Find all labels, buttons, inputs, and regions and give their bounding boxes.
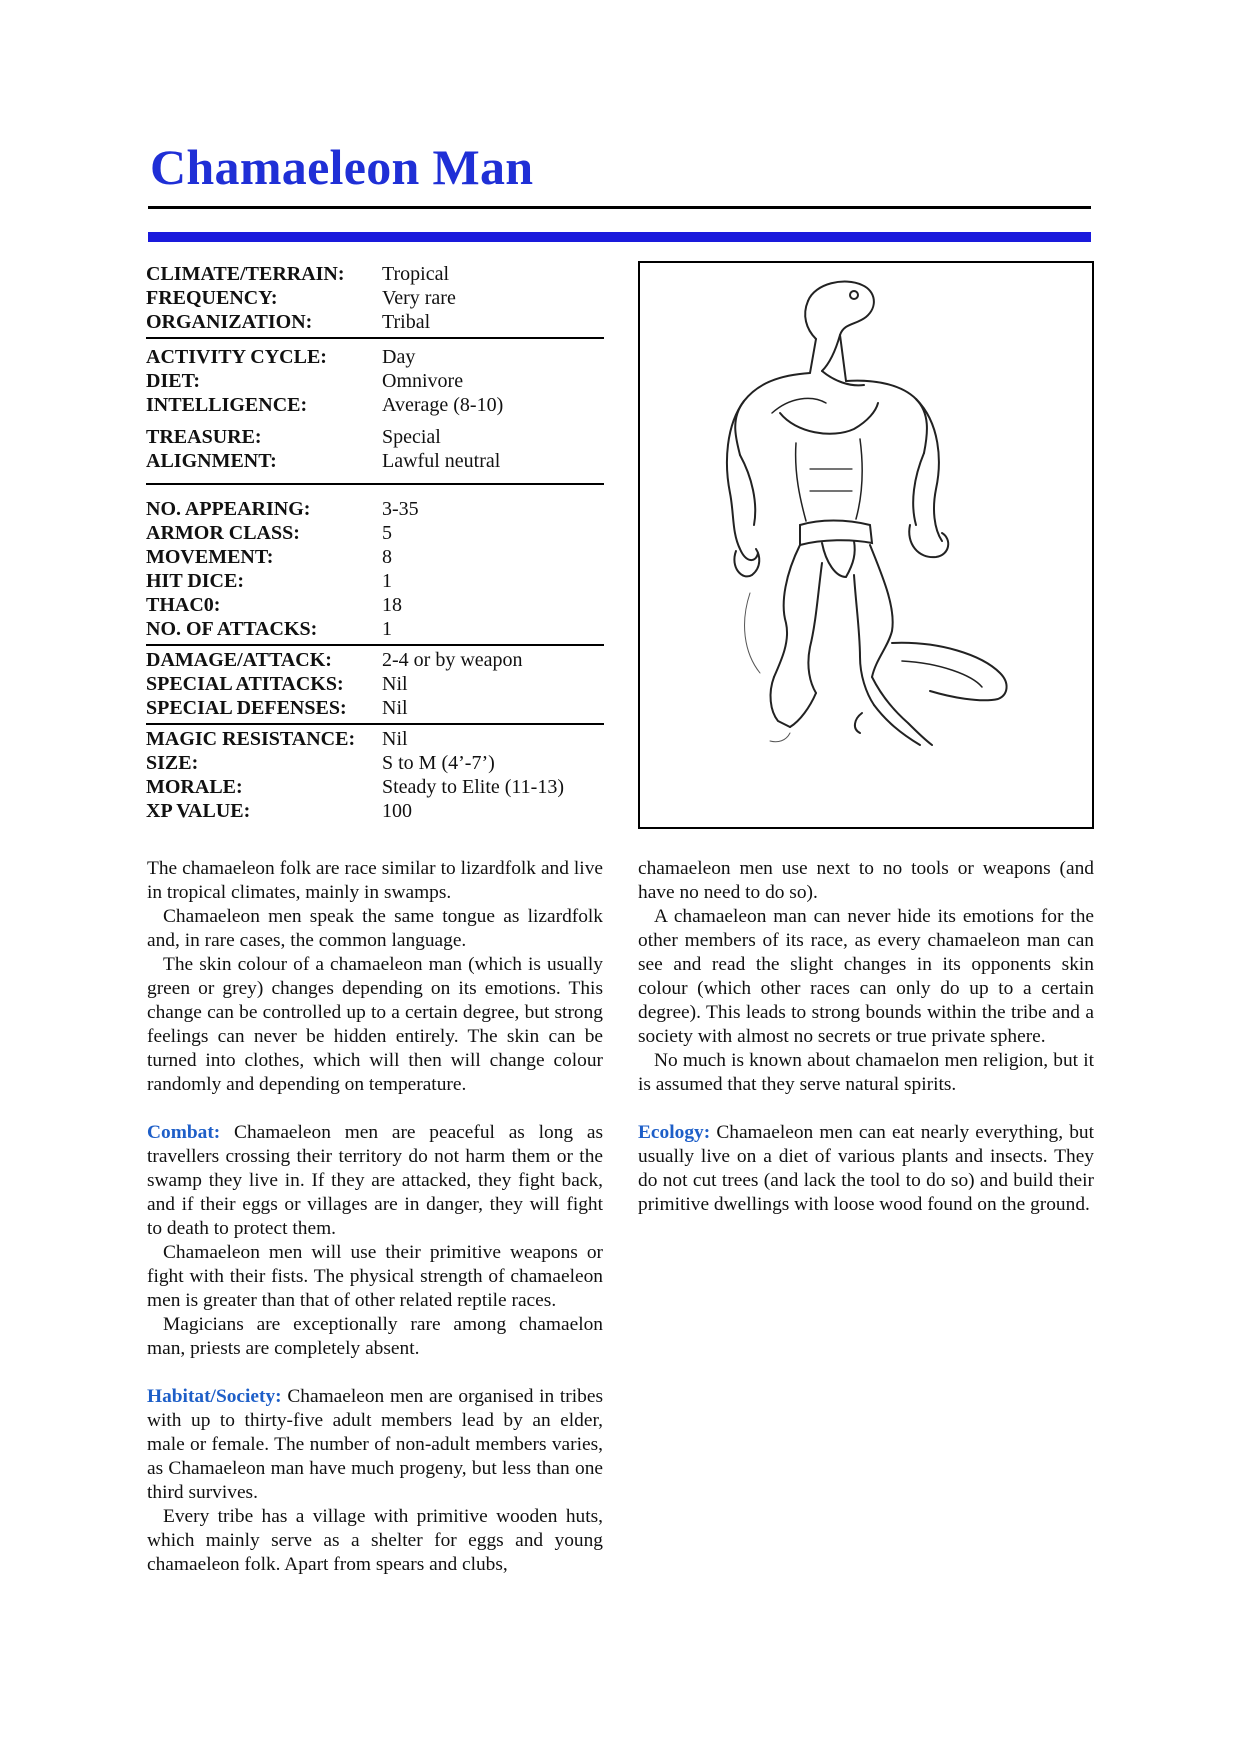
stat-label: MOVEMENT:: [146, 546, 274, 568]
stat-label: SPECIAL ATITACKS:: [146, 673, 344, 695]
stat-label: FREQUENCY:: [146, 287, 278, 309]
habitat-text: Chamaeleon men are organised in tribes with up to thirty-five adult members lead by an elder, male or female. The number of non-adult members varies, as Chamaeleon man have much progeny, but less than one third survives.: [147, 1386, 603, 1503]
stat-row: [146, 727, 604, 751]
stat-row: [146, 617, 604, 641]
creature-illustration: [638, 261, 1094, 829]
intro-paragraph: Chamaeleon men speak the same tongue as lizardfolk and, in rare cases, the common language.: [147, 906, 603, 951]
ecology-text: Chamaeleon men can eat nearly everything, but usually live on a diet of various plants and insects. They do not cut trees (and lack the tool to do so) and build their primitive dwellings with loose wood found on the ground.: [638, 1122, 1094, 1215]
habitat-continued-paragraph: chamaeleon men use next to no tools or weapons (and have no need to do so).: [638, 858, 1094, 903]
stat-label: SPECIAL DEFENSES:: [146, 697, 347, 719]
left-column: [147, 857, 603, 1577]
combat-paragraph: [147, 1121, 603, 1241]
stat-row: [146, 751, 604, 775]
stat-row: [146, 345, 604, 369]
page-title: Chamaeleon Man: [150, 139, 534, 195]
stat-label: XP VALUE:: [146, 800, 251, 822]
stat-label: ORGANIZATION:: [146, 311, 313, 333]
stat-group-5: [146, 725, 604, 826]
stat-group-3: [146, 485, 604, 646]
stat-row: [146, 393, 604, 417]
stat-group-4: [146, 646, 604, 725]
stat-row: [146, 310, 604, 334]
stat-value: Very rare: [382, 287, 456, 309]
stat-value: Steady to Elite (11-13): [382, 776, 564, 798]
stat-row: [146, 593, 604, 617]
stat-row: [146, 799, 604, 823]
stat-group-1: [146, 260, 604, 339]
stat-label: NO. OF ATTACKS:: [146, 618, 318, 640]
stat-row: [146, 425, 604, 449]
stat-label: INTELLIGENCE:: [146, 394, 308, 416]
ecology-paragraph: [638, 1121, 1094, 1217]
stat-row: [146, 696, 604, 720]
stat-label: CLIMATE/TERRAIN:: [146, 263, 345, 285]
stat-label: MORALE:: [146, 776, 243, 798]
stat-row: [146, 545, 604, 569]
stat-value: Average (8-10): [382, 394, 504, 416]
stat-value: Nil: [382, 673, 408, 695]
stat-row: [146, 672, 604, 696]
ecology-heading: Ecology:: [638, 1122, 711, 1143]
stat-row: [146, 569, 604, 593]
stat-row: [146, 449, 604, 473]
stat-value: Special: [382, 426, 441, 448]
title-blue-bar: [148, 232, 1091, 242]
combat-heading: Combat:: [147, 1122, 221, 1143]
habitat-paragraph: [147, 1385, 603, 1505]
stat-label: DIET:: [146, 370, 201, 392]
habitat-continued-paragraph: A chamaeleon man can never hide its emotions for the other members of its race, as every chamaeleon man can see and read the slight changes in its opponents skin colour (which other races can only do up to a certain degree). This leads to strong bounds within the tribe and a society with almost no secrets or true private sphere.: [638, 906, 1094, 1047]
stat-label: THAC0:: [146, 594, 221, 616]
stat-label: SIZE:: [146, 752, 199, 774]
stat-row: [146, 648, 604, 672]
stat-label: DAMAGE/ATTACK:: [146, 649, 332, 671]
stat-row: [146, 775, 604, 799]
stat-value: 1: [382, 618, 392, 640]
habitat-continued-paragraph: No much is known about chamaelon men religion, but it is assumed that they serve natural spirits.: [638, 1050, 1094, 1095]
stat-value: 2-4 or by weapon: [382, 649, 523, 671]
combat-text: Chamaeleon men are peaceful as long as travellers crossing their territory do not harm them or the swamp they live in. If they are attacked, they fight back, and if their eggs or villages are in danger, they will fight to death to protect them.: [147, 1122, 603, 1239]
right-column: [638, 857, 1094, 1217]
stat-label: ALIGNMENT:: [146, 450, 277, 472]
stat-label: TREASURE:: [146, 426, 262, 448]
stat-label: HIT DICE:: [146, 570, 244, 592]
stat-value: 3-35: [382, 498, 419, 520]
combat-paragraph: Chamaeleon men will use their primitive weapons or fight with their fists. The physical strength of chamaeleon men is greater than that of other related reptile races.: [147, 1242, 603, 1311]
stat-value: Tribal: [382, 311, 431, 333]
stat-value: 5: [382, 522, 392, 544]
stat-value: 18: [382, 594, 402, 616]
stat-value: Omnivore: [382, 370, 464, 392]
intro-paragraph: The chamaeleon folk are race similar to lizardfolk and live in tropical climates, mainly in swamps.: [147, 858, 603, 903]
stat-row: [146, 286, 604, 310]
stat-value: 8: [382, 546, 392, 568]
stat-label: ACTIVITY CYCLE:: [146, 346, 327, 368]
stat-label: NO. APPEARING:: [146, 498, 311, 520]
stat-row: [146, 521, 604, 545]
stat-value: S to M (4’-7’): [382, 752, 495, 774]
stat-value: 1: [382, 570, 392, 592]
stat-group-2: [146, 339, 604, 485]
stat-value: Nil: [382, 697, 408, 719]
title-rule: [148, 206, 1091, 209]
stat-value: Day: [382, 346, 416, 368]
combat-paragraph: Magicians are exceptionally rare among chamaelon man, priests are completely absent.: [147, 1314, 603, 1359]
stat-value: Nil: [382, 728, 408, 750]
stat-label: MAGIC RESISTANCE:: [146, 728, 356, 750]
intro-paragraph: The skin colour of a chamaeleon man (which is usually green or grey) changes depending on its emotions. This change can be controlled up to a certain degree, but strong feelings can never be hidden entirely. The skin can be turned into clothes, which will then will change colour randomly and depending on temperature.: [147, 954, 603, 1095]
habitat-heading: Habitat/Society:: [147, 1386, 282, 1407]
stat-value: Lawful neutral: [382, 450, 501, 472]
stat-row: [146, 369, 604, 393]
chamaeleon-man-sketch: [640, 263, 1092, 827]
stat-row: [146, 262, 604, 286]
stat-value: Tropical: [382, 263, 450, 285]
stat-block: [146, 260, 604, 826]
stat-row: [146, 497, 604, 521]
stat-value: 100: [382, 800, 412, 822]
habitat-paragraph: Every tribe has a village with primitive wooden huts, which mainly serve as a shelter for eggs and young chamaeleon folk. Apart from spears and clubs,: [147, 1506, 603, 1575]
stat-label: ARMOR CLASS:: [146, 522, 300, 544]
